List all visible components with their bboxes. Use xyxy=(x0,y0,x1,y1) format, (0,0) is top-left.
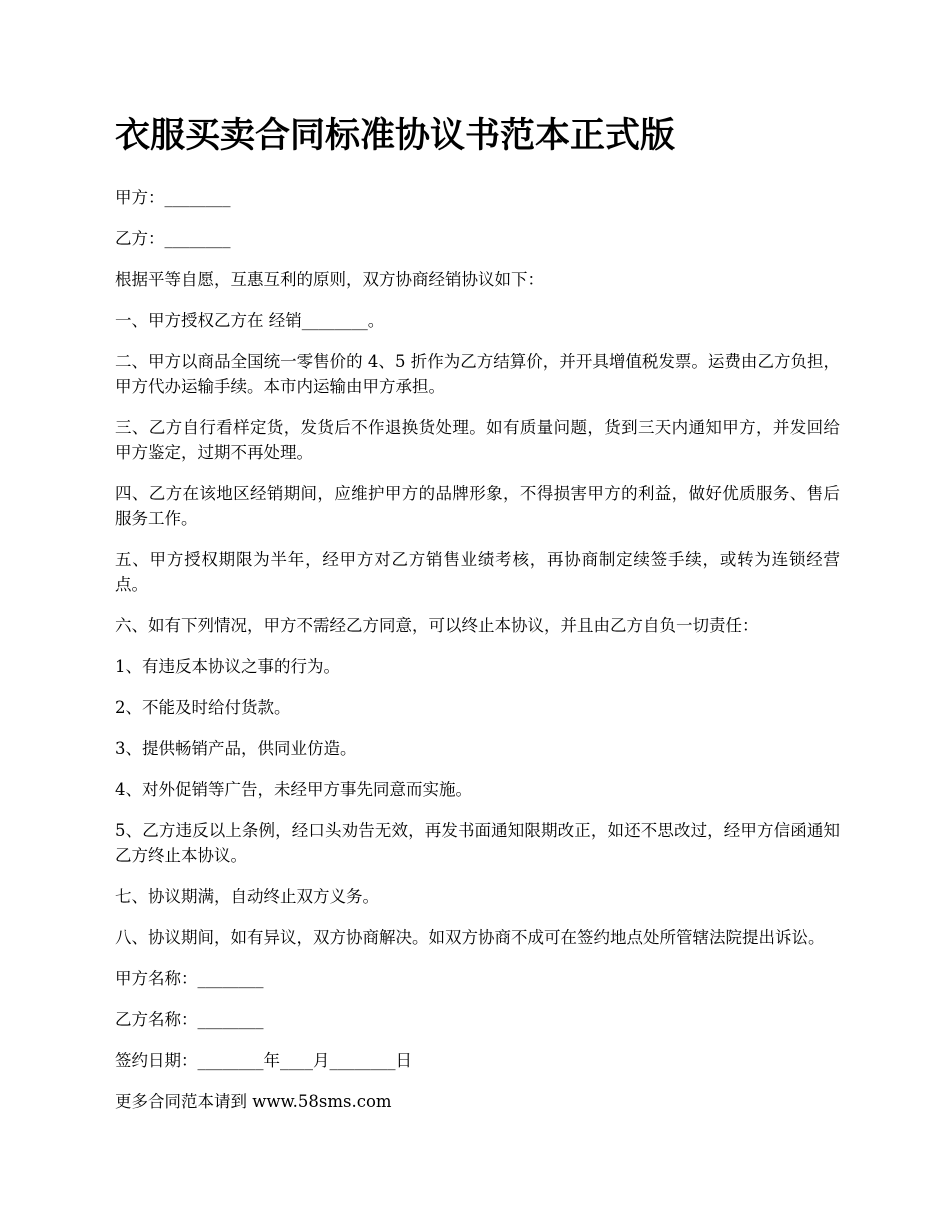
party-a-name-line: 甲方名称：________ xyxy=(115,969,264,988)
clause-7: 七、协议期满，自动终止双方义务。 xyxy=(115,887,379,906)
clause-8: 八、协议期间，如有异议，双方协商解决。如双方协商不成可在签约地点处所管辖法院提出诉讼。 xyxy=(115,928,825,947)
sub-item-5: 5、乙方违反以上条例，经口头劝告无效，再发书面通知限期改正，如还不思改过，经甲方信函通知乙方终止本协议。 xyxy=(115,821,840,865)
preamble-paragraph: 根据平等自愿，互惠互利的原则，双方协商经销协议如下： xyxy=(115,270,544,289)
signing-date-line: 签约日期：________年____月________日 xyxy=(115,1051,412,1070)
clause-2: 二、甲方以商品全国统一零售价的 4、5 折作为乙方结算价，并开具增值税发票。运费由乙方负担，甲方代办运输手续。本市内运输由甲方承担。 xyxy=(115,352,840,396)
clause-6: 六、如有下列情况，甲方不需经乙方同意，可以终止本协议，并且由乙方自负一切责任： xyxy=(115,616,759,635)
footer-source-line: 更多合同范本请到 www.58sms.com xyxy=(115,1092,392,1111)
party-a-line: 甲方：________ xyxy=(115,188,231,207)
sub-item-4: 4、对外促销等广告，未经甲方事先同意而实施。 xyxy=(115,780,472,799)
sub-item-1: 1、有违反本协议之事的行为。 xyxy=(115,657,340,676)
clause-4: 四、乙方在该地区经销期间，应维护甲方的品牌形象，不得损害甲方的利益，做好优质服务、售后服务工作。 xyxy=(115,484,840,528)
clause-1: 一、甲方授权乙方在 经销________。 xyxy=(115,311,385,330)
clause-5: 五、甲方授权期限为半年，经甲方对乙方销售业绩考核，再协商制定续签手续，或转为连锁经营点。 xyxy=(115,550,840,594)
document-page xyxy=(115,112,840,1130)
party-b-name-line: 乙方名称：________ xyxy=(115,1010,264,1029)
sub-item-3: 3、提供畅销产品，供同业仿造。 xyxy=(115,739,357,758)
document-title: 衣服买卖合同标准协议书范本正式版 xyxy=(115,115,676,156)
clause-3: 三、乙方自行看样定货，发货后不作退换货处理。如有质量问题，货到三天内通知甲方，并发回给甲方鉴定，过期不再处理。 xyxy=(115,418,840,462)
party-b-line: 乙方：________ xyxy=(115,229,231,248)
sub-item-2: 2、不能及时给付货款。 xyxy=(115,698,291,717)
